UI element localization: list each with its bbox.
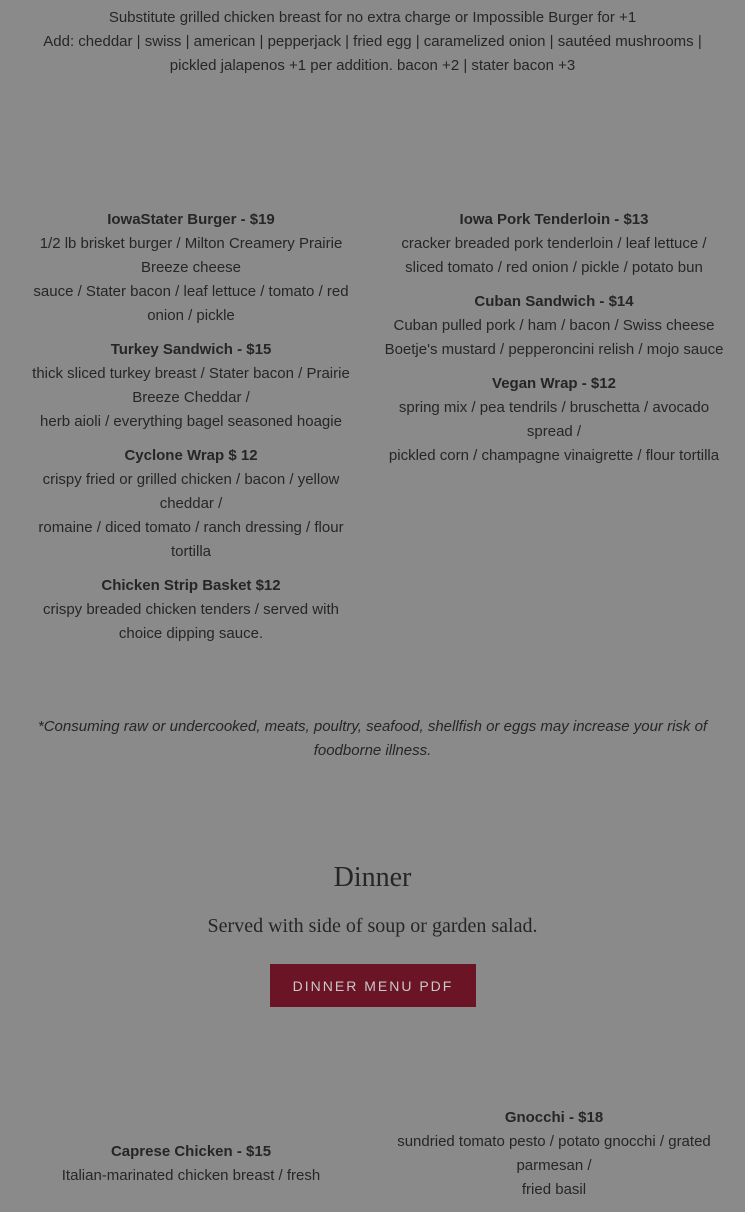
menu-item-desc: crispy fried or grilled chicken / bacon / yellow cheddar /: [42, 471, 340, 512]
menu-item-vegan-wrap: [384, 372, 724, 468]
menu-item-iowastater-burger: [21, 208, 361, 328]
menu-item-desc: pickled corn / champagne vinaigrette / flour tortilla: [388, 447, 720, 464]
menu-item-desc: Cuban pulled pork / ham / bacon / Swiss cheese Boetje's mustard / pepperoncini relish / mojo sauce: [384, 317, 724, 358]
menu-item-desc: crispy breaded chicken tenders / served with choice dipping sauce.: [43, 601, 339, 642]
menu-item-cuban-sandwich: [384, 290, 724, 362]
menu-item-gnocchi: [384, 1106, 724, 1202]
menu-item-iowa-pork-tenderloin: [384, 208, 724, 280]
dinner-menu-pdf-button[interactable]: DINNER MENU PDF: [270, 964, 476, 1007]
menu-item-cyclone-wrap: [21, 444, 361, 564]
menu-item-title: Iowa Pork Tenderloin - $13: [459, 211, 649, 228]
substitute-note: Substitute grilled chicken breast for no extra charge or Impossible Burger for +1: [108, 9, 637, 26]
menu-item-chicken-strip-basket: [21, 574, 361, 646]
menu-item-turkey-sandwich: [21, 338, 361, 434]
dinner-right-column: [384, 1106, 724, 1212]
dinner-heading: Dinner: [333, 862, 412, 893]
menu-item-desc: spring mix / pea tendrils / bruschetta / avocado spread /: [398, 399, 710, 440]
lunch-right-column: [384, 208, 724, 478]
menu-item-title: Chicken Strip Basket $12: [101, 577, 281, 594]
dinner-left-column: [21, 1140, 361, 1198]
foodborne-disclaimer: *Consuming raw or undercooked, meats, poultry, seafood, shellfish or eggs may increase your risk of foodborne illness.: [37, 718, 708, 759]
menu-item-desc: sauce / Stater bacon / leaf lettuce / tomato / red onion / pickle: [33, 283, 349, 324]
menu-item-desc: thick sliced turkey breast / Stater bacon / Prairie Breeze Cheddar /: [32, 365, 350, 406]
menu-item-title: IowaStater Burger - $19: [107, 211, 275, 228]
addons-note: Add: cheddar | swiss | american | pepperjack | fried egg | caramelized onion | sautéed mushrooms | pickled jalapenos +1 per addition. bacon +2 | stater bacon +3: [43, 33, 702, 74]
menu-item-title: Turkey Sandwich - $15: [110, 341, 272, 358]
menu-item-desc: herb aioli / everything bagel seasoned hoagie: [40, 413, 342, 430]
menu-item-title: Cyclone Wrap $ 12: [124, 447, 258, 464]
lunch-left-column: [21, 208, 361, 656]
menu-item-title: Caprese Chicken - $15: [110, 1143, 272, 1160]
menu-item-desc: Italian-marinated chicken breast / fresh: [61, 1167, 321, 1184]
lunch-intro: [0, 6, 745, 78]
menu-item-desc: sundried tomato pesto / potato gnocchi / grated parmesan /: [397, 1133, 711, 1174]
menu-item-caprese-chicken: [21, 1140, 361, 1188]
menu-item-desc: fried basil: [521, 1181, 587, 1198]
menu-item-title: Cuban Sandwich - $14: [474, 293, 634, 310]
menu-item-desc: cracker breaded pork tenderloin / leaf lettuce / sliced tomato / red onion / pickle / potato bun: [401, 235, 707, 276]
menu-item-title: Gnocchi - $18: [504, 1109, 604, 1126]
menu-item-title: Vegan Wrap - $12: [492, 375, 616, 392]
menu-item-desc: romaine / diced tomato / ranch dressing / flour tortilla: [38, 519, 344, 560]
menu-item-desc: 1/2 lb brisket burger / Milton Creamery Prairie Breeze cheese: [39, 235, 343, 276]
dinner-subheading: Served with side of soup or garden salad.: [207, 915, 538, 937]
